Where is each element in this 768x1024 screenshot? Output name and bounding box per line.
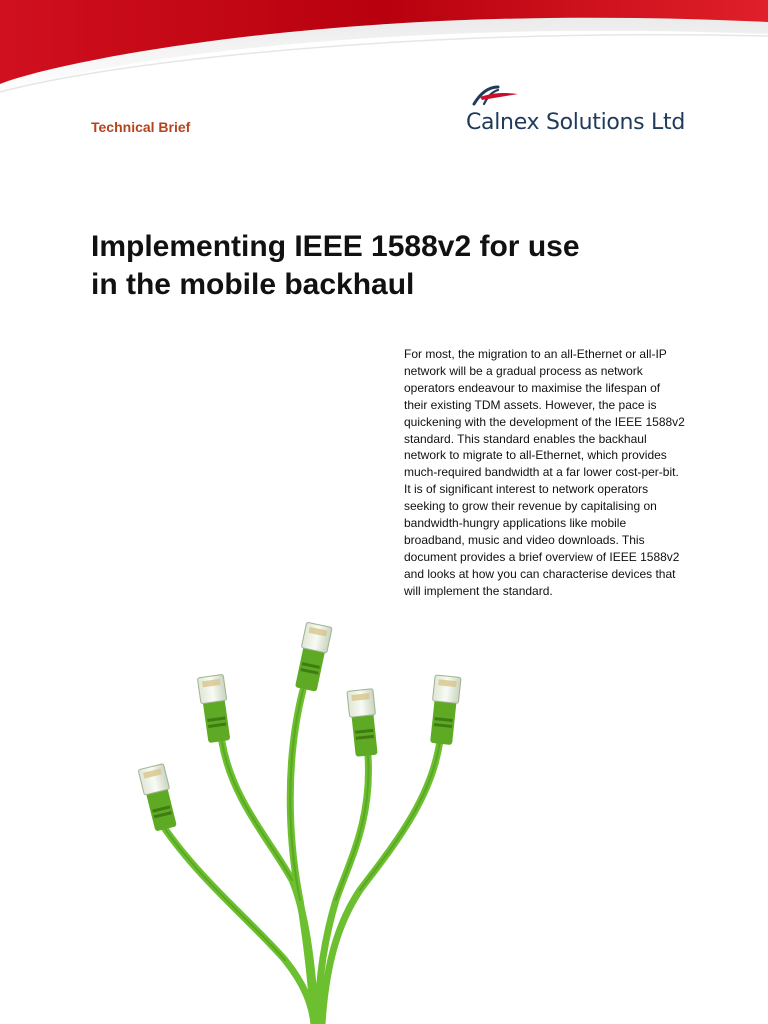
intro-line: much-required bandwidth at a far lower cost-per-bit. [404, 465, 679, 480]
intro-line: network will be a gradual process as network [404, 363, 643, 378]
title-line: in the mobile backhaul [91, 268, 415, 301]
intro-line: quickening with the development of the IEEE 1588v2 [404, 414, 685, 429]
intro-line: seeking to grow their revenue by capitalising on [404, 499, 657, 514]
intro-line: broadband, music and video downloads. This [404, 532, 645, 547]
intro-line: bandwidth-hungry applications like mobile [404, 516, 627, 531]
document-title [91, 228, 651, 304]
intro-line: document provides a brief overview of IEEE 1588v2 [404, 549, 680, 564]
calnex-logo-icon [470, 84, 520, 106]
cable-plug [428, 675, 461, 745]
intro-line: and looks at how you can characterise devices that [404, 566, 676, 581]
ethernet-cables-illustration [118, 556, 498, 1024]
intro-line: It is of significant interest to network operators [404, 482, 649, 497]
cable-plug [138, 764, 179, 832]
cable-plug [293, 622, 332, 692]
intro-line: network to migrate to all-Ethernet, which provides [404, 448, 667, 463]
document-type: Technical Brief [91, 119, 191, 135]
cable-plug [347, 689, 380, 757]
intro-line: operators endeavour to maximise the lifespan of [404, 380, 661, 395]
cable-plug [197, 674, 232, 743]
company-name: Calnex Solutions Ltd [466, 110, 685, 135]
intro-line: For most, the migration to an all-Ethernet or all-IP [404, 347, 667, 361]
intro-line: standard. This standard enables the backhaul [404, 431, 647, 446]
company-brand [466, 84, 706, 140]
intro-line: will implement the standard. [404, 583, 553, 598]
intro-line: their existing TDM assets. However, the pace is [404, 397, 657, 412]
title-line: Implementing IEEE 1588v2 for use [91, 230, 580, 263]
